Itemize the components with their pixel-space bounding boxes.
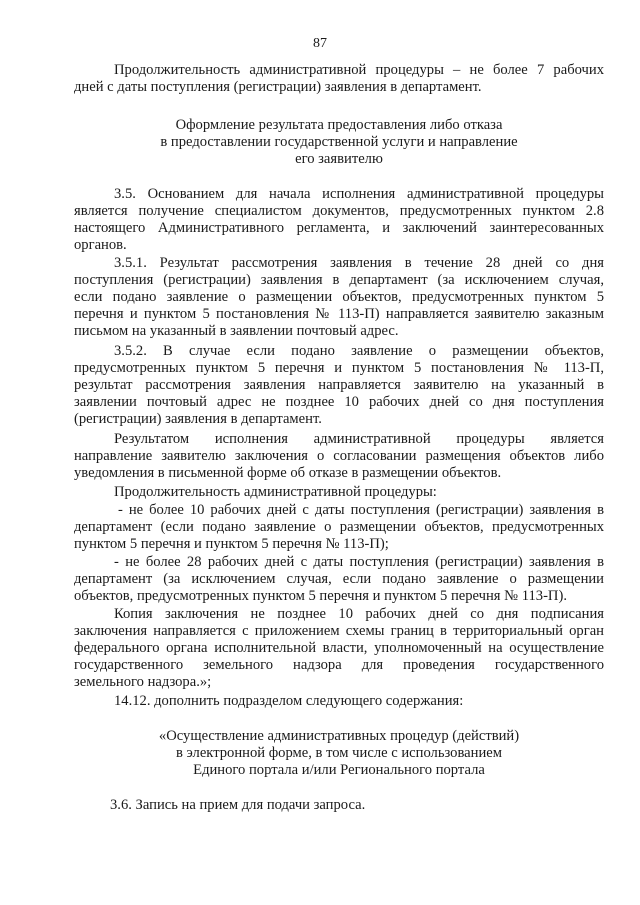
text-line: Результатом исполнения административной процедуры является	[114, 431, 604, 447]
text-line: 3.5.2. В случае если подано заявление о размещении объектов,	[114, 343, 604, 359]
text-line: земельного надзора.»;	[74, 674, 212, 690]
text-line: федерального органа исполнительной власти, уполномоченный на осуществление	[74, 640, 604, 656]
paragraph-copy	[74, 606, 604, 691]
text-line: департамент (если подано заявление о размещении объектов, предусмотренных	[74, 519, 604, 535]
text-line: 14.12. дополнить подразделом следующего содержания:	[114, 693, 464, 709]
text-line: 3.5.1. Результат рассмотрения заявления в течение 28 дней со дня	[114, 255, 604, 271]
paragraph-duration	[74, 484, 604, 501]
heading-line: его заявителю	[295, 151, 383, 167]
text-line: является получение специалистом документов, предусмотренных пунктом 2.8	[74, 203, 604, 219]
heading-line: в предоставлении государственной услуги и направление	[160, 134, 518, 150]
text-line: результат рассмотрения заявления направляется заявителю на указанный в	[74, 377, 604, 393]
text-line: - не более 28 рабочих дней с даты поступления (регистрации) заявления в	[114, 554, 604, 570]
text-line: Копия заключения не позднее 10 рабочих дней со дня подписания	[114, 606, 604, 622]
text-line: органов.	[74, 237, 127, 253]
section-heading	[74, 117, 604, 168]
text-line: объектов, предусмотренных пунктом 5 перечня и пунктом 5 перечня № 113-П).	[74, 588, 567, 604]
text-line: предусмотренных пунктом 5 перечня и пунктом 5 постановления № 113-П,	[74, 360, 604, 376]
text-line: государственного земельного надзора для проведения государственного	[74, 657, 604, 673]
intro-paragraph	[74, 62, 604, 96]
paragraph-3-5	[74, 186, 604, 254]
text-line: заключения направляется с приложением схемы границ в территориальный орган	[74, 623, 604, 639]
paragraph-3-5-2	[74, 343, 604, 428]
text-line: если подано заявление о размещении объектов, предусмотренных пунктом 5	[74, 289, 604, 305]
text-line: (регистрации) заявления в департамент.	[74, 411, 322, 427]
text-line: - не более 10 рабочих дней с даты поступления (регистрации) заявления в	[118, 502, 604, 518]
text-line: пунктом 5 перечня и пунктом 5 перечня № 113-П);	[74, 536, 389, 552]
heading-line: Оформление результата предоставления либо отказа	[175, 117, 503, 133]
heading-line: «Осуществление административных процедур (действий)	[158, 728, 520, 744]
paragraph-3-6	[74, 797, 604, 814]
list-item-dash-1	[74, 502, 604, 553]
paragraph-14-12	[74, 693, 604, 710]
text-line: уведомления в письменной форме об отказе в размещении объектов.	[74, 465, 502, 481]
heading-line: в электронной форме, в том числе с использованием	[176, 745, 502, 761]
heading-line: Единого портала и/или Регионального портала	[193, 762, 485, 778]
text-line: заявлении почтовый адрес не позднее 10 рабочих дней со дня поступления	[74, 394, 604, 410]
paragraph-result	[74, 431, 604, 482]
text-line: направление заявителю заключения о согласовании размещения объектов либо	[74, 448, 604, 464]
text-line: перечня и пунктом 5 постановления № 113-П) направляется заявителю заказным	[74, 306, 604, 322]
text-line: поступления (регистрации) заявления в департамент (за исключением случая,	[74, 272, 604, 288]
list-item-dash-2	[74, 554, 604, 605]
text-line: письмом на указанный в заявлении почтовый адрес.	[74, 323, 399, 339]
text-line: 3.5. Основанием для начала исполнения административной процедуры	[114, 186, 604, 202]
page-number: 87	[313, 36, 327, 51]
text-line: дней с даты поступления (регистрации) заявления в департамент.	[74, 79, 482, 95]
text-line: настоящего Административного регламента, и заключений заинтересованных	[74, 220, 604, 236]
text-line: Продолжительность административной процедуры:	[114, 484, 437, 500]
text-line: департамент (за исключением случая, если подано заявление о размещении	[74, 571, 604, 587]
section-heading	[74, 728, 604, 779]
text-line: 3.6. Запись на прием для подачи запроса.	[110, 797, 366, 813]
paragraph-3-5-1	[74, 255, 604, 340]
text-line: Продолжительность административной процедуры – не более 7 рабочих	[114, 62, 604, 78]
